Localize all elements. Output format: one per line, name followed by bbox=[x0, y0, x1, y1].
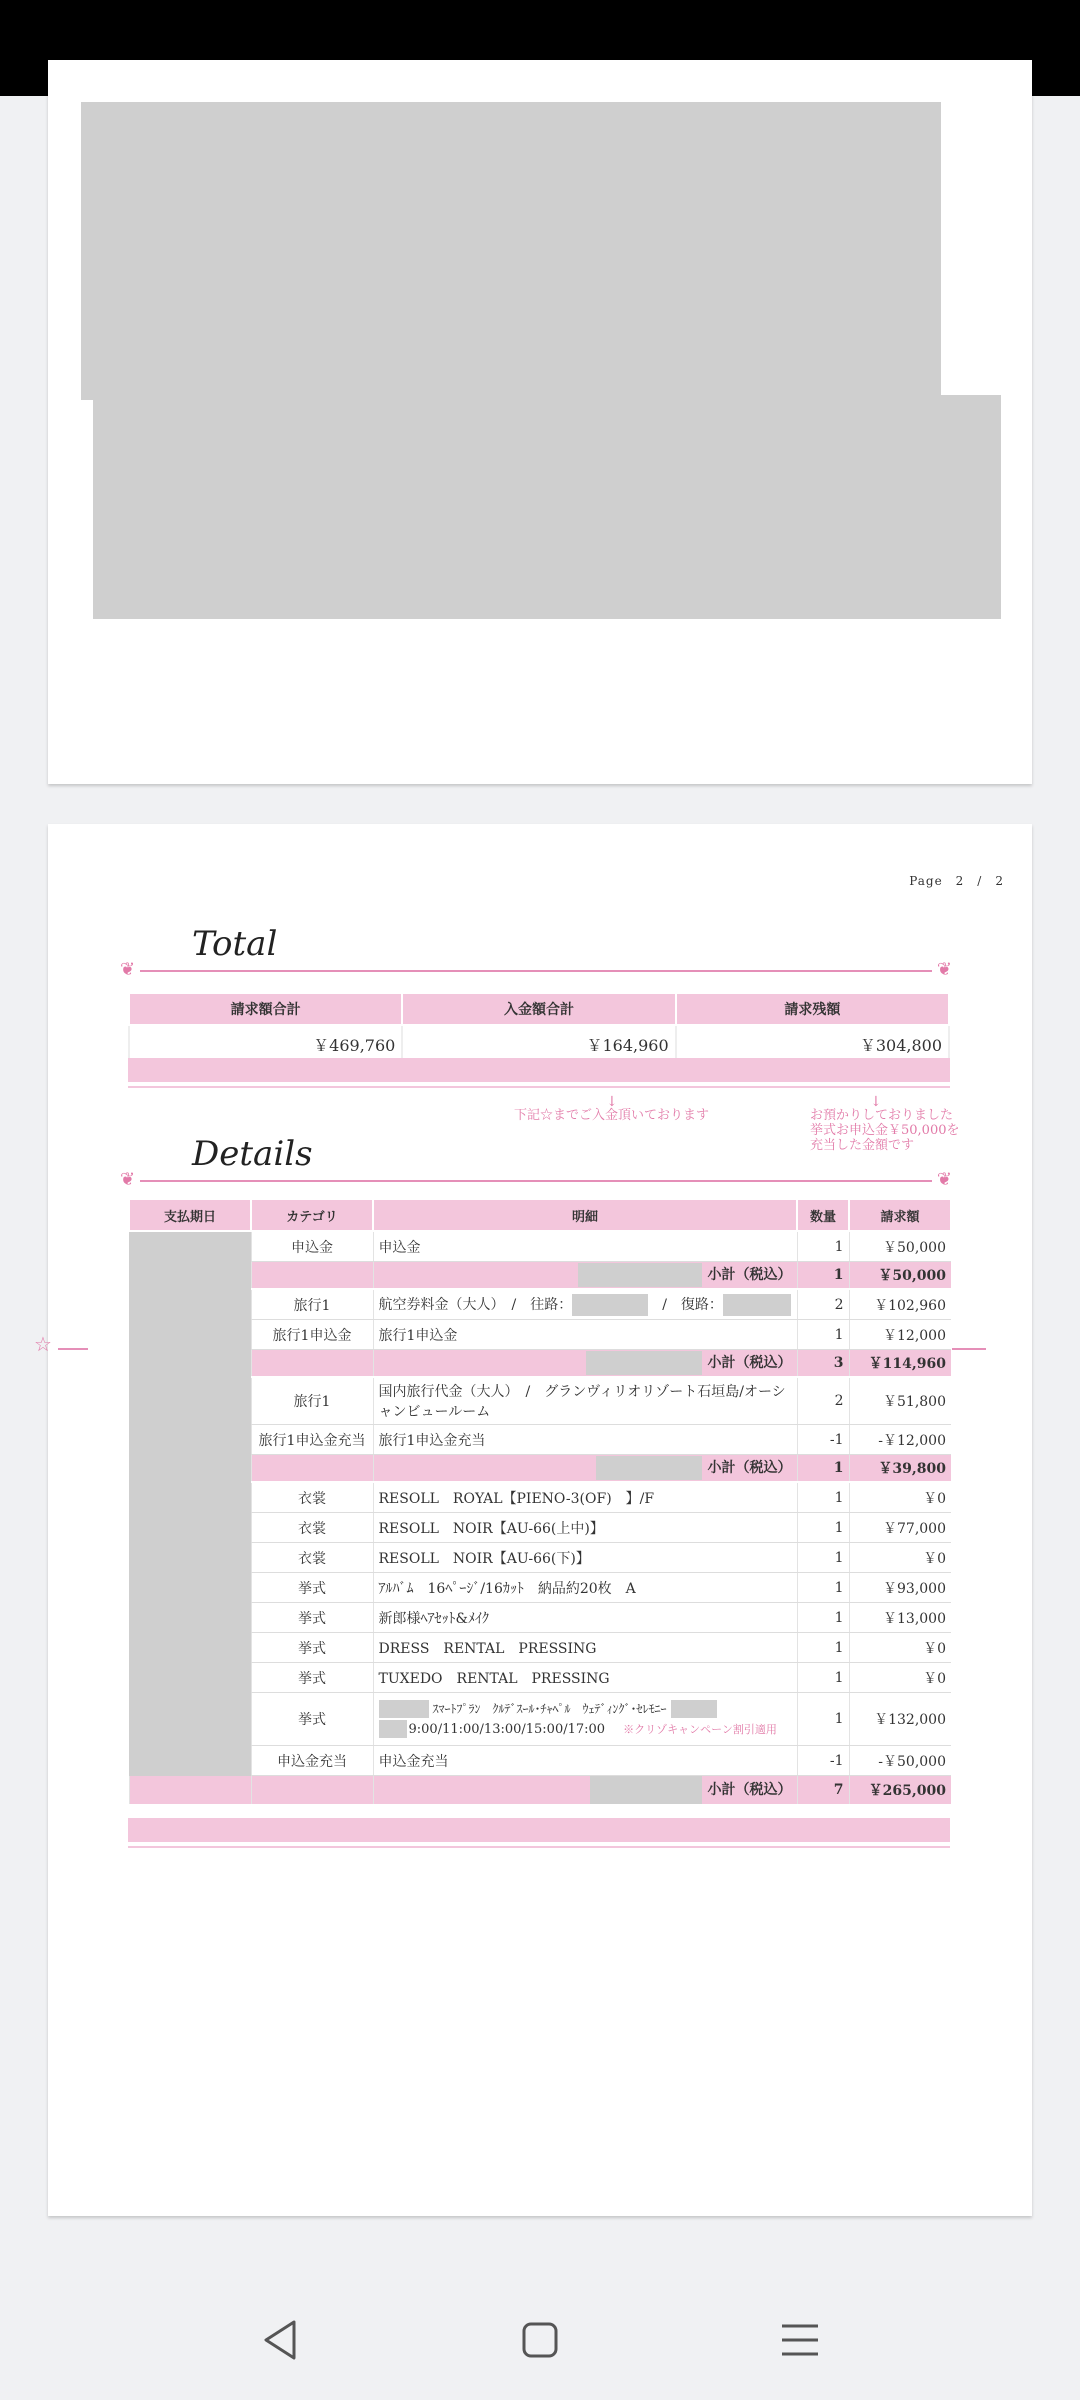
table-row: 衣裳 RESOLL NOIR【AU-66(上中)】 1 ￥77,000 bbox=[129, 1513, 951, 1543]
details-table bbox=[128, 1198, 952, 1806]
table-row: 旅行1 航空券料金（大人） / 往路： / 復路： 2 ￥102,960 bbox=[129, 1289, 951, 1320]
redacted-inline bbox=[586, 1351, 702, 1375]
table-row: 挙式 ｱﾙﾊﾞﾑ 16ﾍﾟｰｼﾞ/16ｶｯﾄ 納品約20枚 A 1 ￥93,000 bbox=[129, 1573, 951, 1603]
table-row: 挙式 DRESS RENTAL PRESSING 1 ￥0 bbox=[129, 1633, 951, 1663]
table-row: 衣裳 RESOLL NOIR【AU-66(下)】 1 ￥0 bbox=[129, 1543, 951, 1573]
redacted-inline bbox=[379, 1720, 407, 1738]
table-row: 申込金充当 申込金充当 -1 -￥50,000 bbox=[129, 1746, 951, 1776]
header-billed-total: 請求額合計 bbox=[129, 993, 402, 1025]
redacted-inline bbox=[578, 1263, 702, 1287]
subtotal-row: 小計（税込） 7 ￥265,000 bbox=[129, 1776, 951, 1806]
header-remaining: 請求残額 bbox=[676, 993, 949, 1025]
billed-total-value: ￥469,760 bbox=[129, 1025, 402, 1063]
star-icon: ☆ bbox=[34, 1332, 52, 1356]
table-row: 旅行1申込金充当 旅行1申込金充当 -1 -￥12,000 bbox=[129, 1425, 951, 1455]
redacted-block bbox=[93, 395, 1001, 619]
payment-note: 下記☆までご入金頂いております bbox=[514, 1108, 710, 1123]
redacted-inline bbox=[590, 1776, 702, 1804]
subtotal-row: 小計（税込） 1 ￥39,800 bbox=[129, 1455, 951, 1483]
totals-table bbox=[128, 992, 950, 1063]
flourish-icon: ❦ bbox=[120, 959, 136, 980]
details-footer-bar bbox=[128, 1818, 950, 1842]
paid-total-value: ￥164,960 bbox=[402, 1025, 675, 1063]
total-section-header bbox=[120, 924, 952, 980]
flourish-icon: ❦ bbox=[936, 1169, 952, 1190]
redacted-block bbox=[81, 102, 941, 400]
total-title: Total bbox=[192, 924, 278, 964]
document-page-1 bbox=[48, 60, 1032, 784]
subtotal-row: 小計（税込） 3 ￥114,960 bbox=[129, 1350, 951, 1378]
table-row: 衣裳 RESOLL ROYAL【PIENO-3(OF) 】/F 1 ￥0 bbox=[129, 1482, 951, 1513]
redacted-date-column bbox=[129, 1231, 251, 1776]
page-indicator: Page 2 / 2 bbox=[909, 874, 1004, 888]
table-row: 旅行1申込金 旅行1申込金 1 ￥12,000 bbox=[129, 1320, 951, 1350]
deposit-note: お預かりしておりました 挙式お申込金￥50,000を 充当した金額です bbox=[810, 1108, 960, 1153]
header-due-date: 支払期日 bbox=[129, 1199, 251, 1231]
redacted-inline bbox=[671, 1700, 717, 1718]
arrow-icon: ↓ bbox=[606, 1094, 618, 1110]
subtotal-row: 小計（税込） 1 ￥50,000 bbox=[129, 1262, 951, 1290]
remaining-value: ￥304,800 bbox=[676, 1025, 949, 1063]
header-quantity: 数量 bbox=[797, 1199, 849, 1231]
details-section-header bbox=[120, 1134, 952, 1190]
header-category: カテゴリ bbox=[251, 1199, 373, 1231]
back-button[interactable] bbox=[250, 2310, 310, 2370]
flourish-icon: ❦ bbox=[120, 1169, 136, 1190]
redacted-inline bbox=[723, 1294, 791, 1316]
home-icon bbox=[510, 2310, 570, 2370]
arrow-icon: ↓ bbox=[870, 1094, 882, 1110]
header-paid-total: 入金額合計 bbox=[402, 993, 675, 1025]
totals-footer-bar bbox=[128, 1058, 950, 1082]
header-description: 明細 bbox=[373, 1199, 797, 1231]
header-amount: 請求額 bbox=[849, 1199, 951, 1231]
table-row: 挙式 TUXEDO RENTAL PRESSING 1 ￥0 bbox=[129, 1663, 951, 1693]
table-row: 申込金 申込金 1 ￥50,000 bbox=[129, 1231, 951, 1262]
table-row: 旅行1 国内旅行代金（大人） / グランヴィリオリゾート石垣島/オーシャンビュールーム 2 ￥51,800 bbox=[129, 1377, 951, 1425]
redacted-inline bbox=[596, 1456, 702, 1480]
details-title: Details bbox=[192, 1134, 313, 1174]
redacted-inline bbox=[379, 1700, 429, 1718]
redacted-inline bbox=[572, 1294, 648, 1316]
table-row: 挙式 新郎様ﾍｱｾｯﾄ&ﾒｲｸ 1 ￥13,000 bbox=[129, 1603, 951, 1633]
menu-icon bbox=[770, 2310, 830, 2370]
document-page-2 bbox=[34, 824, 1032, 2216]
back-icon bbox=[250, 2310, 310, 2370]
navigation-bar bbox=[0, 2270, 1080, 2400]
flourish-icon: ❦ bbox=[936, 959, 952, 980]
table-row: 挙式 ｽﾏｰﾄﾌﾟﾗﾝ ｸﾙﾃﾞｽｰﾙ･ﾁｬﾍﾟﾙ ｳｪﾃﾞｨﾝｸﾞ･ｾﾚﾓﾆｰ 9:00/11:00/13:00/15:00/17:00 ※クリゾキャンペーン割引適用 1 ￥132,000 bbox=[129, 1693, 951, 1746]
campaign-note: ※クリゾキャンペーン割引適用 bbox=[623, 1722, 777, 1736]
home-button[interactable] bbox=[510, 2310, 570, 2370]
menu-button[interactable] bbox=[770, 2310, 830, 2370]
